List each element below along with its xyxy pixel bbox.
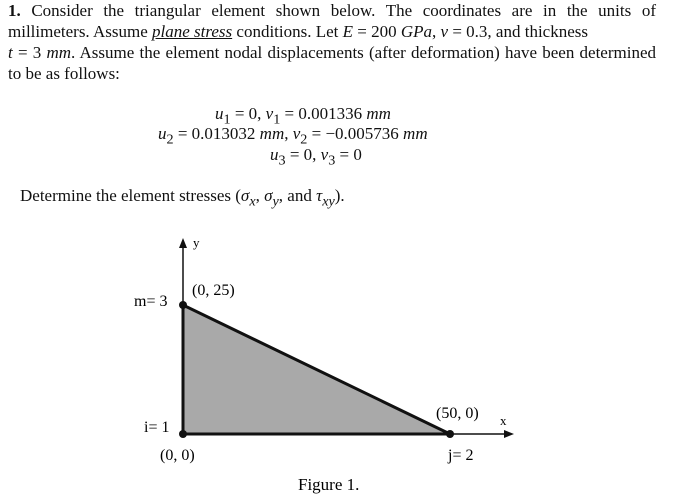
node-j-dot <box>446 430 454 438</box>
thickness-symbol: t <box>8 43 13 62</box>
x-axis-label: x <box>500 413 507 428</box>
node-i-label: i= 1 <box>144 419 170 436</box>
poisson-symbol: ν <box>440 22 449 41</box>
displacement-row-2: $u_2 = 0.013032$ mm, $v_2 = -0.005736$ mm <box>158 124 428 148</box>
triangle-element <box>183 305 450 434</box>
problem-text-c: , <box>432 22 441 41</box>
problem-number: 1. <box>8 1 21 20</box>
coord-m-label: (0, 25) <box>192 282 235 299</box>
figure-caption: Figure 1. <box>298 475 360 494</box>
plane-stress-term: plane stress <box>152 22 233 41</box>
node-j-label: j= 2 <box>448 447 474 464</box>
coord-i-label: (0, 0) <box>160 447 195 464</box>
node-m-dot <box>179 301 187 309</box>
y-axis-label: y <box>193 235 200 250</box>
poisson-value: = 0.3, and thickness <box>448 22 588 41</box>
modulus-value: = 200 <box>353 22 401 41</box>
y-axis-arrow-icon <box>179 238 187 248</box>
displacement-row-1: $u_1 = 0$, $v_1 = 0.001336$ mm <box>215 104 391 128</box>
thickness-value: = 3 <box>12 43 47 62</box>
problem-text-a: Consider the triangular element shown below. The coordinates are in the units of millimeters. Assume <box>8 1 656 41</box>
modulus-symbol: E <box>342 22 354 41</box>
coord-j-label: (50, 0) <box>436 405 479 422</box>
question-text: Determine the element stresses ($\sigma_x$, $\sigma_y$, and $\tau_{xy}$). <box>20 186 345 210</box>
x-axis-arrow-icon <box>504 430 514 438</box>
problem-text-b: conditions. Let <box>232 22 343 41</box>
thickness-unit: mm <box>46 43 72 62</box>
modulus-unit: GPa <box>400 22 433 41</box>
node-m-label: m= 3 <box>134 293 168 310</box>
displacement-row-3: $u_3 = 0$, $v_3 = 0$ <box>270 145 362 169</box>
node-i-dot <box>179 430 187 438</box>
problem-text-d: . Assume the element nodal displacements (after deformation) have been determined to be as follows: <box>8 43 656 83</box>
